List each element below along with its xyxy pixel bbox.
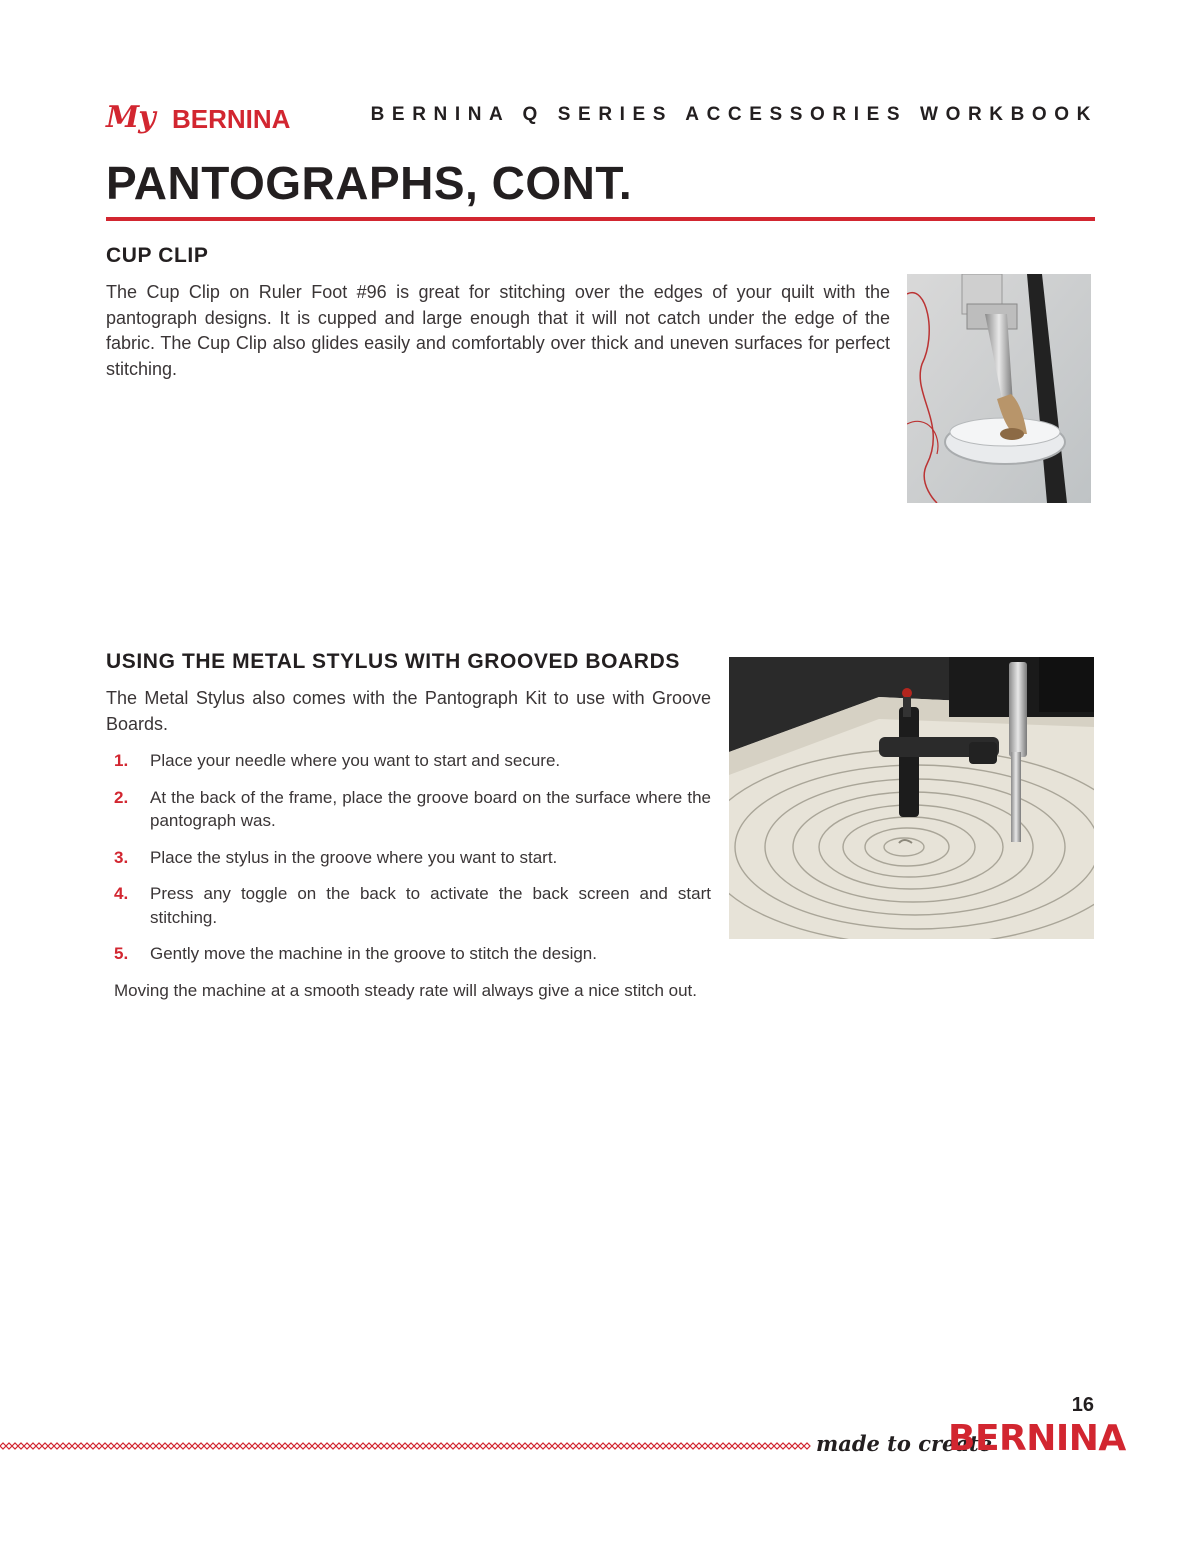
list-item xyxy=(114,786,711,833)
step-text: Press any toggle on the back to activate the back screen and start stitching. xyxy=(150,884,711,927)
stylus-intro: The Metal Stylus also comes with the Pantograph Kit to use with Groove Boards. xyxy=(106,688,711,734)
cup-clip-body: The Cup Clip on Ruler Foot #96 is great for stitching over the edges of your quilt with the pantograph designs. It is cupped and large enough that it will not catch under the edge of the fabric. The Cup Clip also glides easily and comfortably over thick and uneven surfaces for perfect stitching. xyxy=(106,282,890,379)
step-text: Place the stylus in the groove where you want to start. xyxy=(150,847,558,867)
stylus-steps-list xyxy=(114,749,711,979)
footer-tagline: made to create xyxy=(816,1431,993,1456)
list-item xyxy=(114,942,711,966)
page-title: PANTOGRAPHS, CONT. xyxy=(106,157,633,209)
cup-clip-heading: CUP CLIP xyxy=(106,244,209,267)
step-number: 2. xyxy=(114,787,129,807)
step-number: 5. xyxy=(114,944,129,963)
list-item xyxy=(114,882,711,929)
brand-name: BERNINA xyxy=(172,104,291,134)
page-number: 16 xyxy=(1071,1394,1094,1416)
stylus-heading: USING THE METAL STYLUS WITH GROOVED BOARDS xyxy=(106,650,680,673)
step-number: 1. xyxy=(114,751,129,770)
groove-board-photo xyxy=(729,657,1094,939)
title-divider xyxy=(106,217,1095,221)
step-text: Place your needle where you want to start and secure. xyxy=(150,751,561,770)
cup-clip-photo xyxy=(907,274,1091,503)
workbook-title: BERNINA Q SERIES ACCESSORIES WORKBOOK xyxy=(370,104,1098,125)
stylus-closing-note: Moving the machine at a smooth steady rate will always give a nice stitch out. xyxy=(114,981,698,1000)
step-text: At the back of the frame, place the groove board on the surface where the pantograph was. xyxy=(150,787,711,830)
brand-my-logo: My xyxy=(106,100,155,135)
list-item xyxy=(114,846,711,870)
groove-board-photo-image xyxy=(729,657,1094,939)
cup-clip-photo-image xyxy=(907,274,1091,503)
step-number: 3. xyxy=(114,847,129,867)
footer-bernina-logo: BERNINA xyxy=(948,1418,1126,1459)
footer-stitch-line xyxy=(0,1438,812,1454)
step-text: Gently move the machine in the groove to stitch the design. xyxy=(150,944,597,963)
step-number: 4. xyxy=(114,884,129,903)
list-item xyxy=(114,749,711,773)
